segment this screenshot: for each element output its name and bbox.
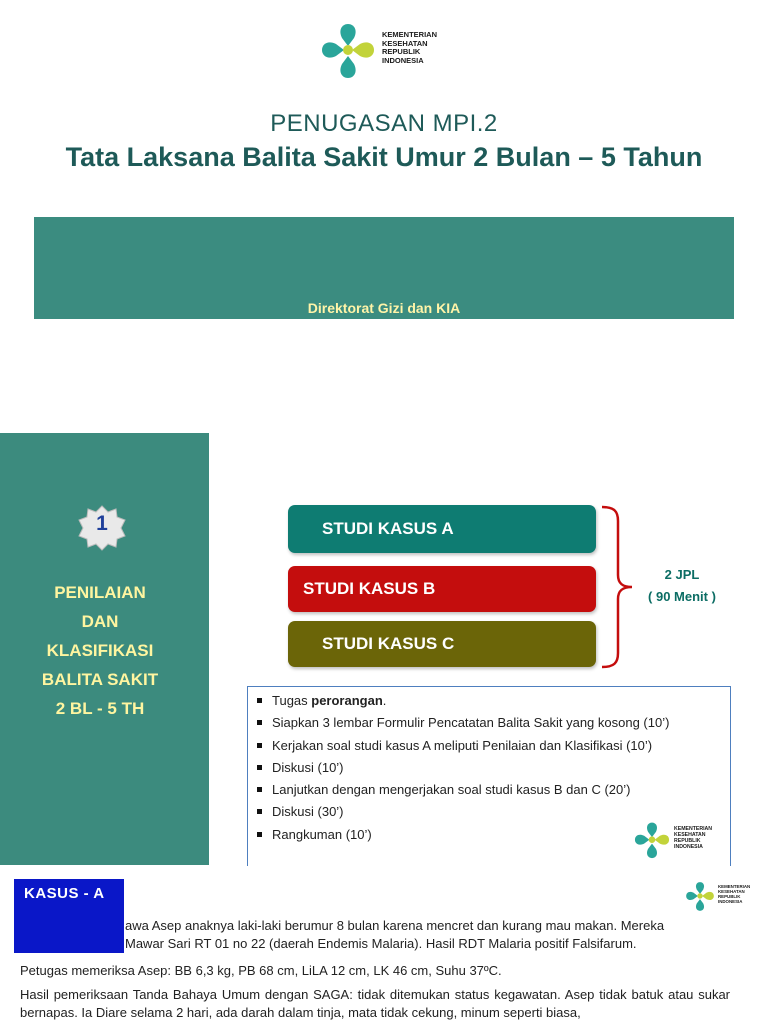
case-paragraph-intro <box>20 917 730 953</box>
case-paragraph-exam: Petugas memeriksa Asep: BB 6,3 kg, PB 68 cm, LiLA 12 cm, LK 46 cm, Suhu 37ºC. <box>20 963 502 978</box>
logo-line: KESEHATAN <box>718 889 745 895</box>
case-text: Mawar Sari RT 01 no 22 (daerah Endemis Malaria). Hasil RDT Malaria positif Falsifarum. <box>125 936 637 951</box>
logo-line: INDONESIA <box>718 899 743 905</box>
ministry-logo <box>318 20 458 84</box>
section-heading-line: BALITA SAKIT <box>41 670 159 689</box>
case-tag: KASUS - A <box>14 879 124 953</box>
duration-label <box>632 564 732 608</box>
section-heading-line: DAN <box>81 612 119 631</box>
case-text: awa Asep anaknya laki-laki berumur 8 bulan karena mencret dan kurang mau makan. Mereka <box>125 918 665 933</box>
logo-line: INDONESIA <box>382 55 424 65</box>
task-emphasis: perorangan <box>311 693 383 708</box>
logo-line: KESEHATAN <box>674 831 706 838</box>
logo-line: REPUBLIK <box>718 894 741 900</box>
task-item: Diskusi (30’) <box>256 801 730 823</box>
duration-minutes: ( 90 Menit ) <box>648 589 716 604</box>
case-study-a-button[interactable]: STUDI KASUS A <box>288 505 596 553</box>
logo-line: REPUBLIK <box>382 47 421 57</box>
logo-line: KEMENTERIAN <box>382 30 438 39</box>
duration-jpl: 2 JPL <box>664 567 700 582</box>
task-item: Diskusi (10’) <box>256 757 730 779</box>
section-heading-line: KLASIFIKASI <box>46 641 154 660</box>
case-line <box>20 917 730 935</box>
title-banner <box>34 217 734 319</box>
logo-line: INDONESIA <box>674 843 703 850</box>
ministry-logo <box>632 820 724 862</box>
ministry-emblem-icon <box>632 820 672 862</box>
ministry-logo <box>684 880 764 914</box>
case-paragraph-findings: Hasil pemeriksaan Tanda Bahaya Umum dengan SAGA: tidak ditemukan status kegawatan. Asep tidak batuk atau sukar bernapas. Ia Diare selama 2 hari, ada darah dalam tinja, mata tidak cekung, minum seperti biasa, <box>20 987 730 1020</box>
section-heading-line: 2 BL - 5 TH <box>55 699 145 718</box>
section-heading-line: PENILAIAN <box>54 583 146 602</box>
section-heading <box>0 578 200 723</box>
task-item <box>256 690 730 712</box>
task-text: . <box>382 693 387 708</box>
logo-line: REPUBLIK <box>674 837 701 844</box>
task-item: Kerjakan soal studi kasus A meliputi Penilaian dan Klasifikasi (10’) <box>256 735 730 757</box>
slide-title: PENUGASAN MPI.2 <box>270 110 498 137</box>
logo-line: KEMENTERIAN <box>718 884 751 889</box>
case-study-c-button[interactable]: STUDI KASUS C <box>288 621 596 667</box>
task-item: Rangkuman (10’) <box>256 824 730 846</box>
ministry-emblem-icon <box>318 20 378 84</box>
task-item: Lanjutkan dengan mengerjakan soal studi kasus B dan C (20’) <box>256 779 730 801</box>
directorate-label: Direktorat Gizi dan KIA <box>307 300 461 316</box>
ministry-emblem-icon <box>684 880 716 914</box>
task-text: Tugas <box>272 693 312 708</box>
logo-line: KEMENTERIAN <box>674 826 713 832</box>
case-line <box>20 935 730 953</box>
badge-number: 1 <box>96 512 108 535</box>
task-item: Siapkan 3 lembar Formulir Pencatatan Balita Sakit yang kosong (10’) <box>256 712 730 734</box>
case-study-b-button[interactable]: STUDI KASUS B <box>288 566 596 612</box>
slide-subtitle: Tata Laksana Balita Sakit Umur 2 Bulan – 5 Tahun <box>65 142 703 172</box>
logo-line: KESEHATAN <box>382 38 428 48</box>
